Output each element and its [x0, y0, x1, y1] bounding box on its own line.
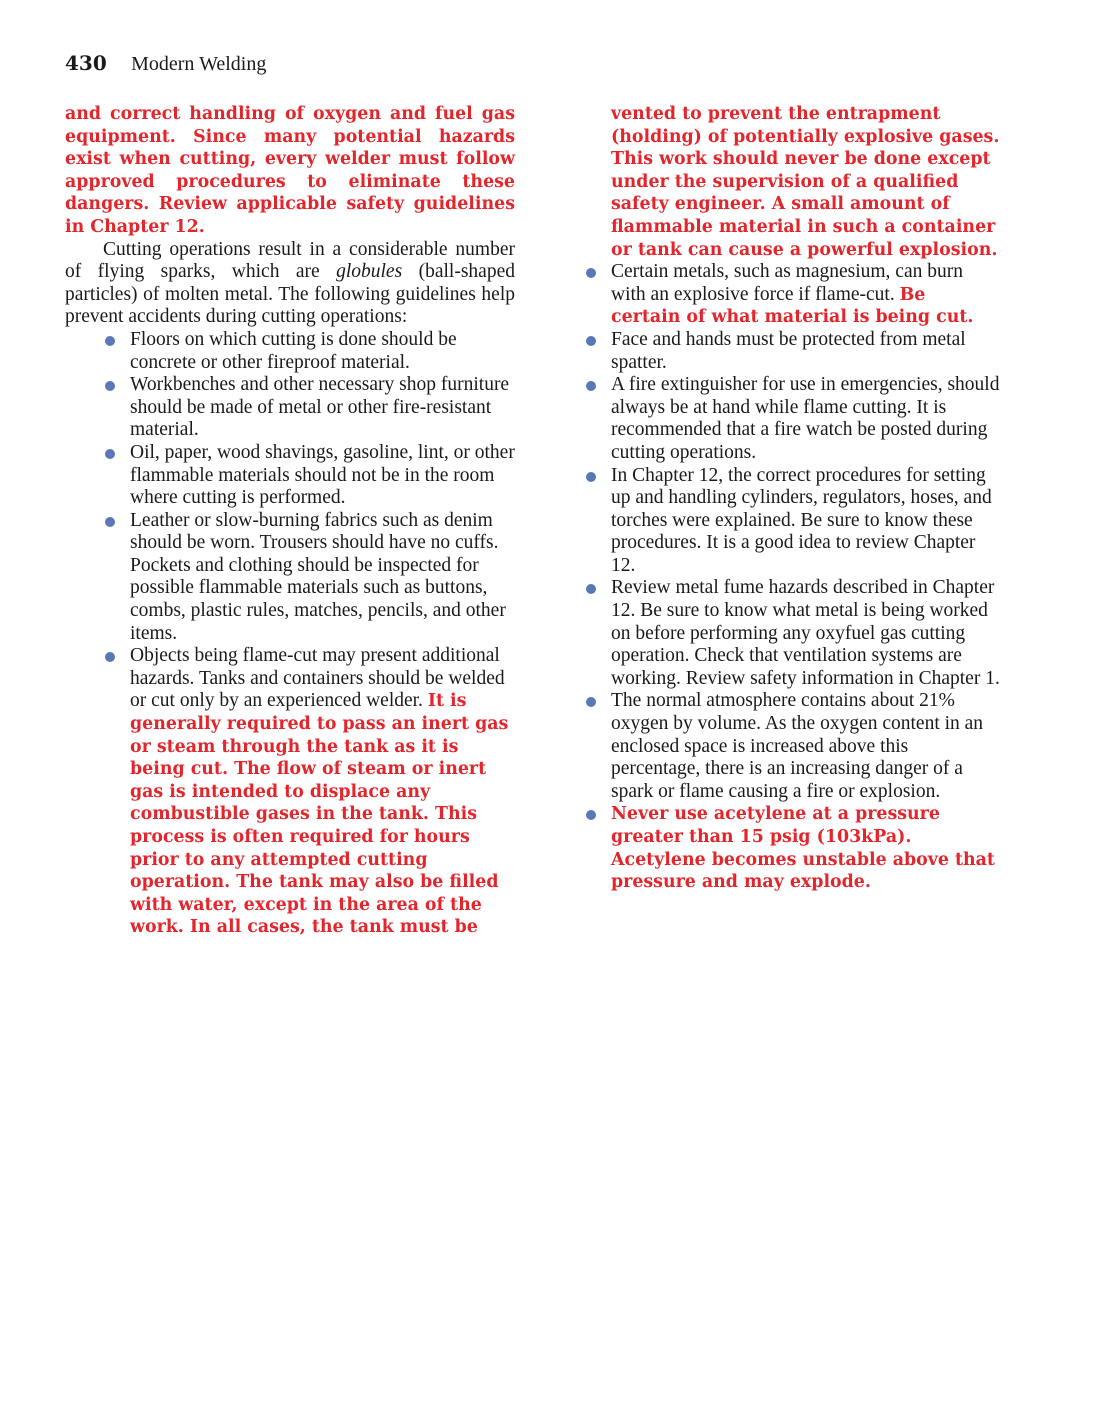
bullet-icon — [105, 381, 115, 391]
term-globules: globules — [336, 261, 403, 283]
guideline-list-continued — [585, 261, 1000, 894]
bullet-icon — [105, 652, 115, 662]
bullet-icon — [586, 697, 596, 707]
tank-warning: It is generally required to pass an inert gas or steam through the tank as it is being cut. The flow of steam or inert gas is intended to displace any combustible gases in the tank. This process is often required for hours prior to any attempted cutting operation. The tank may also be filled with water, except in the area of the work. In all cases, the tank must be — [130, 691, 509, 938]
page-header — [65, 50, 266, 77]
bullet-icon — [105, 336, 115, 346]
material-warning: Be certain of what material is being cut. — [611, 284, 974, 328]
bullet-icon — [586, 381, 596, 391]
tank-warning-continued: vented to prevent the entrapment (holding) of potentially explosive gases. This work should never be done except under the supervision of a qualified safety engineer. A small amount of flammable material in such a container or tank can cause a powerful explosion. — [611, 104, 1000, 260]
bullet-icon — [586, 810, 596, 820]
warning-intro: and correct handling of oxygen and fuel gas equipment. Since many potential hazards exist when cutting, every welder must follow approved procedures to eliminate these dangers. Review applicable safety guidelines in Chapter 12. — [65, 104, 515, 237]
list-item: Review metal fume hazards described in Chapter 12. Be sure to know what metal is being worked on before performing any oxyfuel gas cutting operation. Check that ventilation systems are working. Review safety information in Chapter 1. — [585, 577, 1000, 690]
list-item: Leather or slow-burning fabrics such as denim should be worn. Trousers should have no cuffs. Pockets and clothing should be inspected for possible flammable materials such as buttons, combs, plastic rules, matches, pencils, and other items. — [101, 510, 515, 646]
guideline-list — [101, 329, 515, 939]
list-item — [585, 803, 1000, 893]
left-column — [65, 103, 515, 939]
list-item: In Chapter 12, the correct procedures for setting up and handling cylinders, regulators, hoses, and torches were explained. Be sure to know these procedures. It is a good idea to review Chapter 12. — [585, 465, 1000, 578]
bullet-icon — [586, 472, 596, 482]
list-item: A fire extinguisher for use in emergencies, should always be at hand while flame cutting. It is recommended that a fire watch be posted during cutting operations. — [585, 374, 1000, 464]
acetylene-warning: Never use acetylene at a pressure greater than 15 psig (103kPa). Acetylene becomes unstable above that pressure and may explode. — [611, 804, 995, 893]
list-item: Workbenches and other necessary shop furniture should be made of metal or other fire-resistant material. — [101, 374, 515, 442]
right-column — [585, 103, 1000, 894]
list-item: Floors on which cutting is done should be concrete or other fireproof material. — [101, 329, 515, 374]
list-item: Certain metals, such as magnesium, can burn with an explosive force if flame-cut. Be certain of what material is being cut. — [585, 261, 1000, 329]
page-number: 430 — [65, 51, 107, 75]
bullet-icon — [105, 517, 115, 527]
list-item: Oil, paper, wood shavings, gasoline, lint, or other flammable materials should not be in the room where cutting is performed. — [101, 442, 515, 510]
list-item: Face and hands must be protected from metal spatter. — [585, 329, 1000, 374]
list-item: Objects being flame-cut may present additional hazards. Tanks and containers should be welded or cut only by an experienced welder. It is generally required to pass an inert gas or steam through the tank as it is being cut. The flow of steam or inert gas is intended to displace any combustible gases in the tank. This process is often required for hours prior to any attempted cutting operation. The tank may also be filled with water, except in the area of the work. In all cases, the tank must be — [101, 645, 515, 939]
bullet-icon — [105, 449, 115, 459]
bullet-icon — [586, 268, 596, 278]
bullet-icon — [586, 584, 596, 594]
bullet-icon — [586, 336, 596, 346]
cutting-paragraph: Cutting operations result in a considerable number of flying sparks, which are globules (ball-shaped particles) of molten metal. The following guidelines help prevent accidents during cutting operations: — [65, 238, 515, 328]
running-title: Modern Welding — [131, 53, 267, 75]
list-item: The normal atmosphere contains about 21% oxygen by volume. As the oxygen content in an enclosed space is increased above this percentage, there is an increasing danger of a spark or flame causing a fire or explosion. — [585, 690, 1000, 803]
